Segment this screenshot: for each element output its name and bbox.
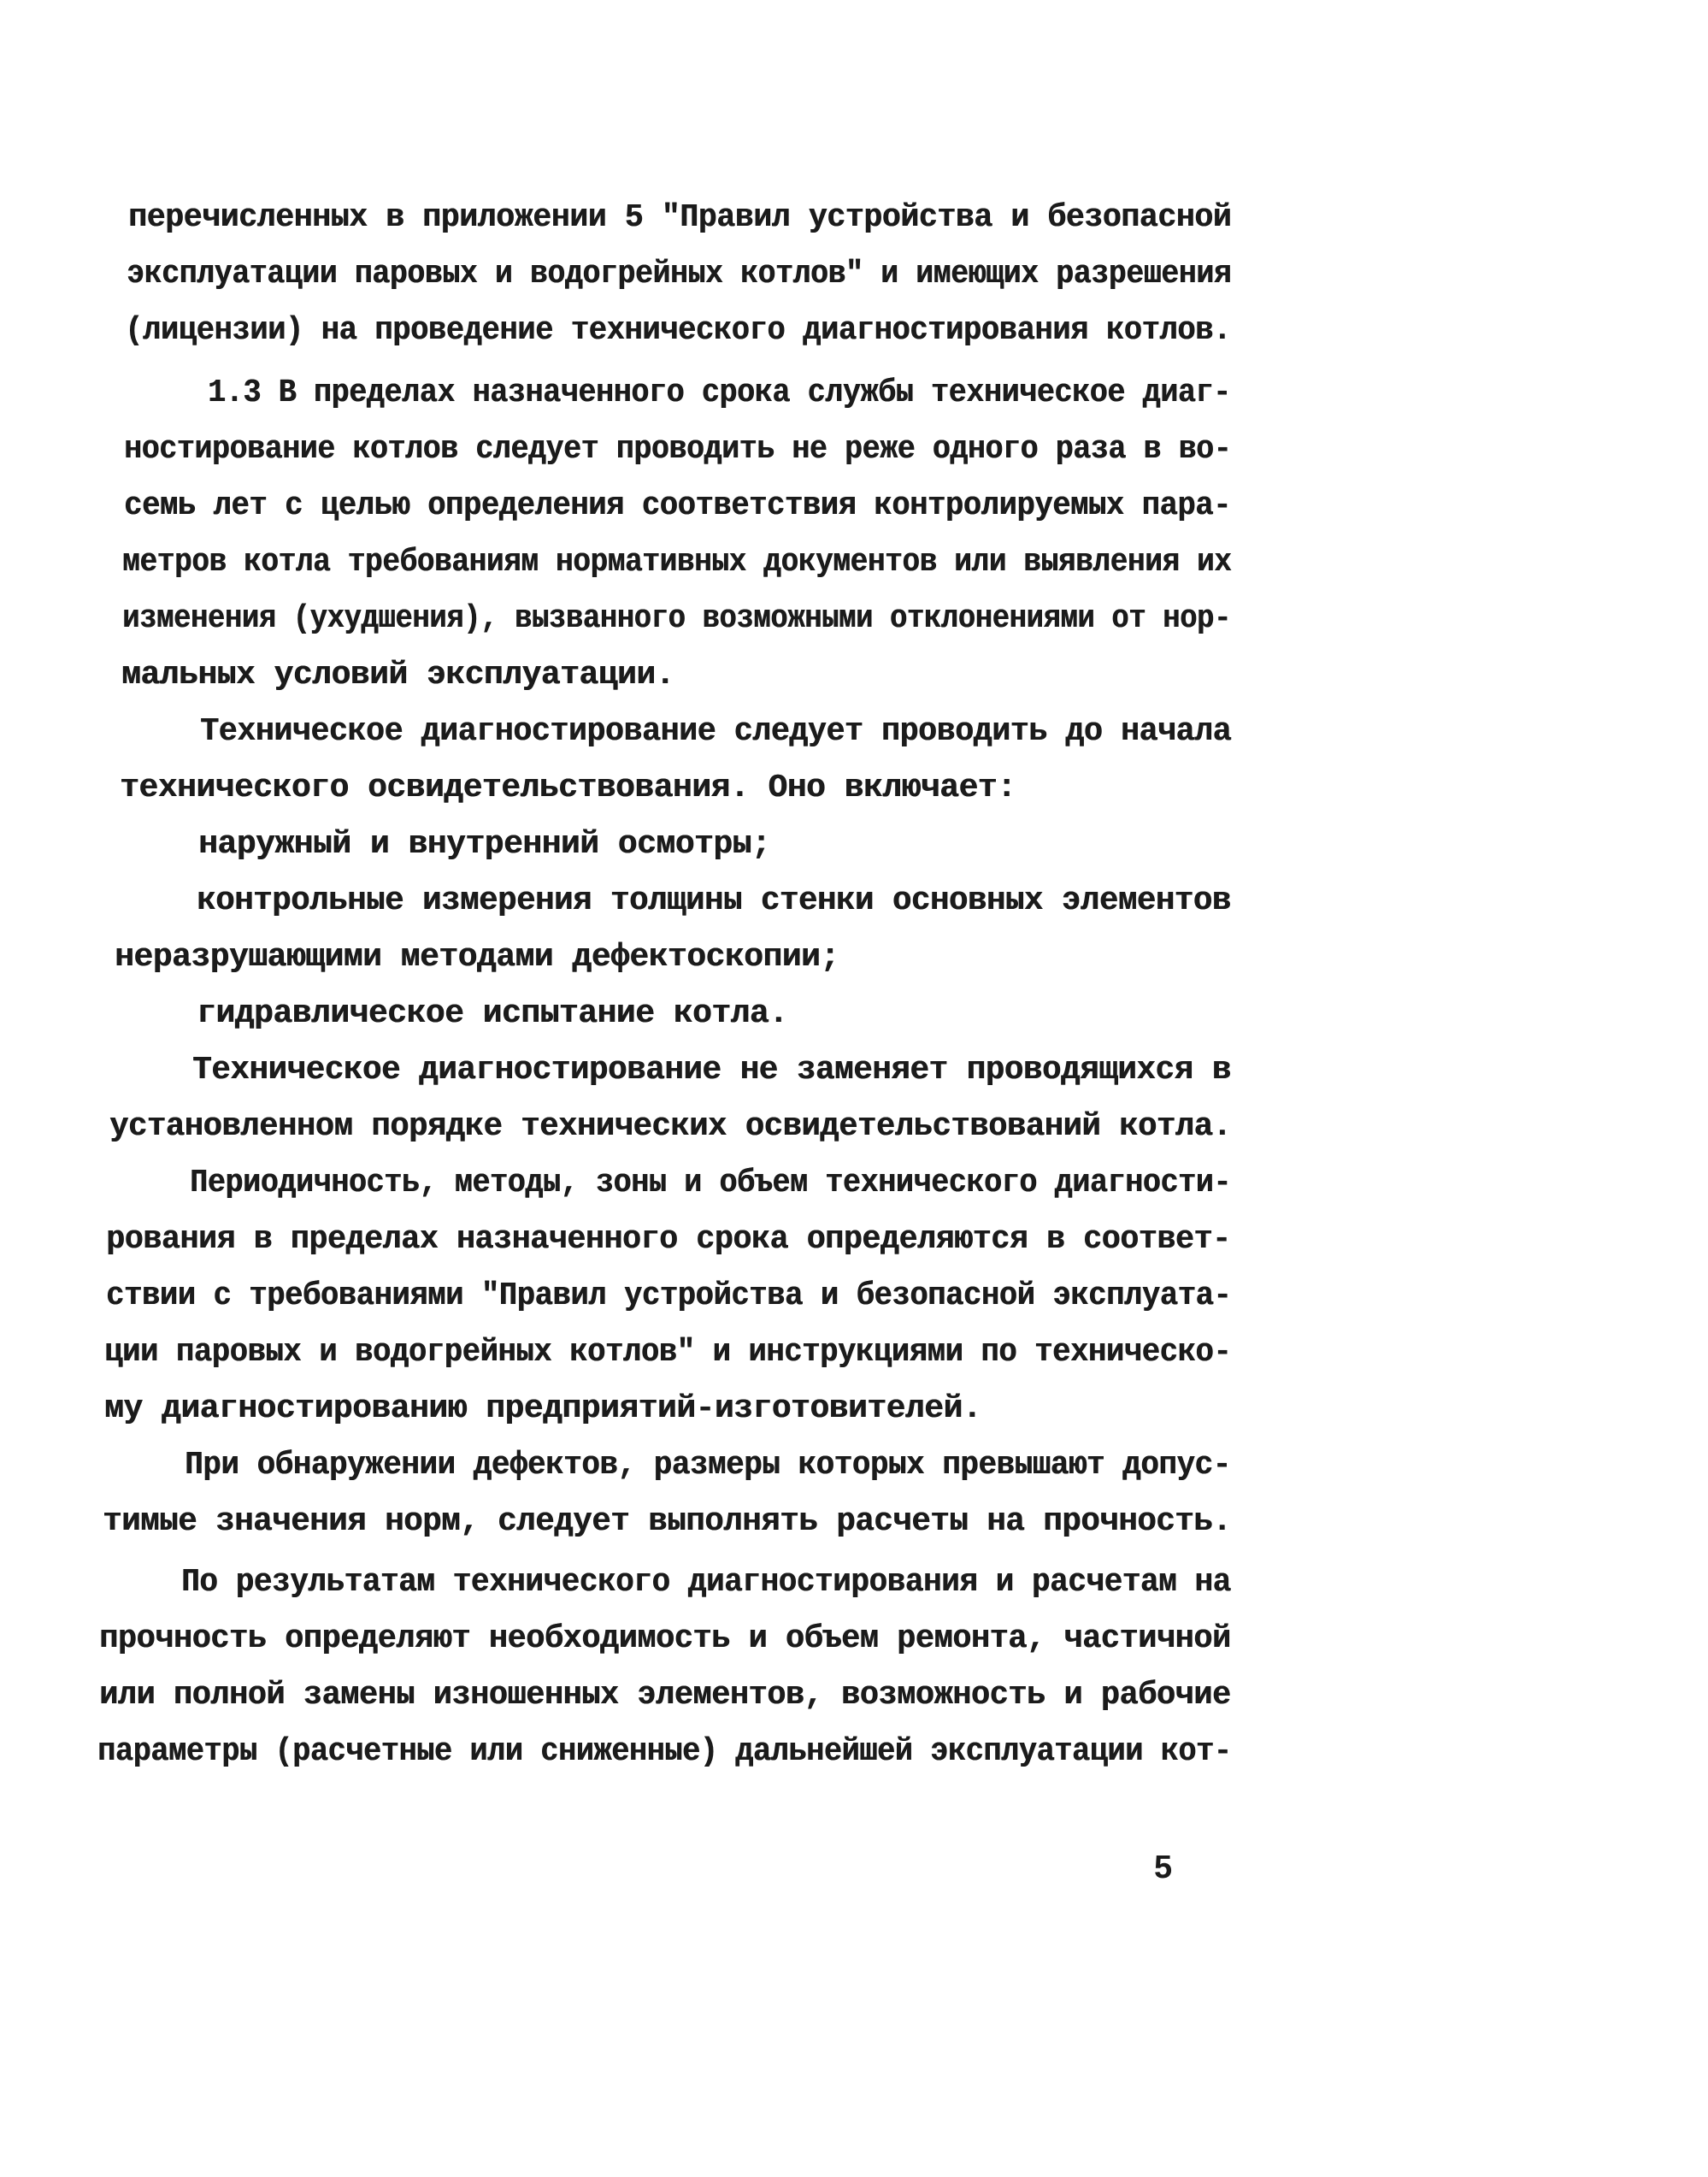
text-line: 1.3 В пределах назначенного срока службы техническое диаг- bbox=[208, 375, 1231, 411]
text-line: При обнаружении дефектов, размеры которых превышают допус- bbox=[185, 1447, 1231, 1484]
text-line: семь лет с целью определения соответствия контролируемых пара- bbox=[124, 487, 1231, 524]
text-line: эксплуатации паровых и водогрейных котлов" и имеющих разрешения bbox=[127, 256, 1232, 292]
text-line: му диагностированию предприятий-изготовителей. bbox=[104, 1390, 981, 1427]
text-line: изменения (ухудшения), вызванного возможными отклонениями от нор- bbox=[122, 600, 1231, 637]
text-line: тимые значения норм, следует выполнять расчеты на прочность. bbox=[103, 1503, 1232, 1540]
text-line: параметры (расчетные или сниженные) дальнейшей эксплуатации кот- bbox=[97, 1733, 1232, 1770]
text-line: наружный и внутренний осмотры; bbox=[198, 826, 771, 863]
text-line: (лицензии) на проведение технического диагностирования котлов. bbox=[125, 312, 1231, 349]
text-line: Техническое диагностирование не заменяет проводящихся в bbox=[192, 1052, 1231, 1088]
page-number: 5 bbox=[1154, 1850, 1173, 1885]
text-line: или полной замены изношенных элементов, возможность и рабочие bbox=[99, 1677, 1231, 1714]
text-line: По результатам технического диагностирования и расчетам на bbox=[181, 1564, 1231, 1601]
text-line: гидравлическое испытание котла. bbox=[197, 995, 788, 1032]
text-line: перечисленных в приложении 5 "Правил устройства и безопасной bbox=[128, 199, 1232, 236]
text-line: установленном порядке технических освидетельствований котла. bbox=[109, 1108, 1232, 1145]
text-line: мальных условий эксплуатации. bbox=[121, 657, 674, 693]
text-line: прочность определяют необходимость и объем ремонта, частичной bbox=[99, 1620, 1231, 1657]
text-line: ностирование котлов следует проводить не реже одного раза в во- bbox=[124, 431, 1232, 468]
text-line: контрольные измерения толщины стенки основных элементов bbox=[197, 882, 1231, 919]
text-line: неразрушающими методами дефектоскопии; bbox=[115, 939, 839, 976]
text-line: метров котла требованиям нормативных документов или выявления их bbox=[122, 544, 1232, 581]
text-line: ствии с требованиями "Правил устройства и безопасной эксплуата- bbox=[106, 1277, 1232, 1314]
text-line: Техническое диагностирование следует проводить до начала bbox=[200, 713, 1232, 750]
text-line: ции паровых и водогрейных котлов" и инструкциями по техническо- bbox=[104, 1334, 1232, 1371]
text-line: рования в пределах назначенного срока определяются в соответ- bbox=[106, 1221, 1231, 1258]
text-line: Периодичность, методы, зоны и объем технического диагности- bbox=[190, 1165, 1231, 1201]
text-line: технического освидетельствования. Оно включает: bbox=[120, 770, 1016, 806]
